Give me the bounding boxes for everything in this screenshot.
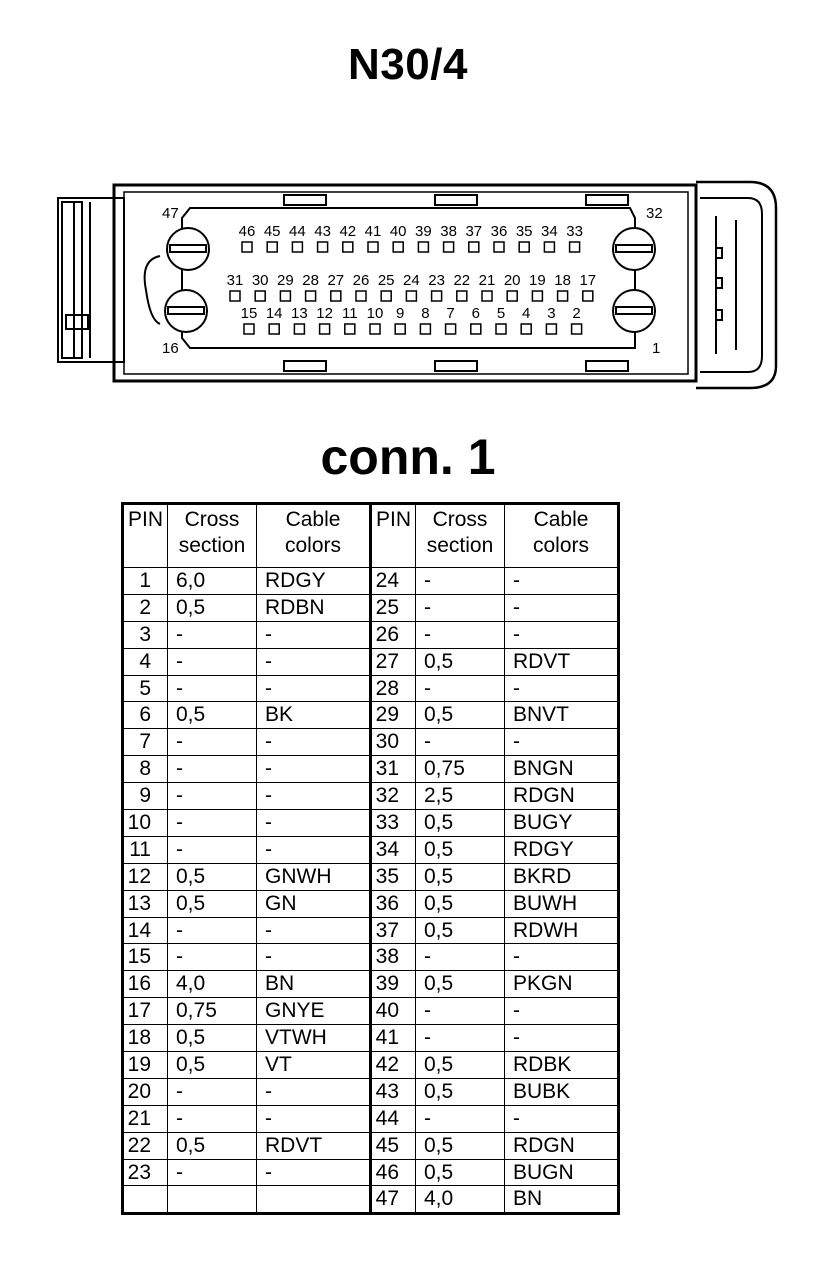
pin-socket [393, 242, 403, 252]
cell-cable-color-right: - [505, 675, 619, 702]
pin-socket [306, 291, 316, 301]
pin-number-label: 25 [377, 272, 395, 289]
cell-cable-color-right: BUBK [505, 1078, 619, 1105]
pin-socket [356, 291, 366, 301]
cell-pin-right: 26 [371, 621, 416, 648]
cell-cable-color-right: PKGN [505, 971, 619, 998]
pin-socket [558, 291, 568, 301]
cell-cable-color-left: - [257, 729, 371, 756]
cell-pin-left: 21 [123, 1105, 168, 1132]
header-cable-line1: Cable [533, 508, 589, 531]
pin-socket [432, 291, 442, 301]
cell-cross-section-left: - [168, 621, 257, 648]
cell-cable-color-left: BK [257, 702, 371, 729]
cell-cable-color-right: BUGN [505, 1159, 619, 1186]
table-row [123, 1105, 619, 1132]
cell-pin-left [123, 1186, 168, 1214]
pin-number-label: 46 [238, 223, 256, 240]
pin-socket [381, 291, 391, 301]
pin-number-label: 18 [554, 272, 571, 289]
cell-pin-right: 47 [371, 1186, 416, 1214]
cell-cross-section-right: - [416, 998, 505, 1025]
cell-cable-color-left: - [257, 810, 371, 837]
cell-cross-section-right: 0,5 [416, 810, 505, 837]
pin-socket [496, 324, 506, 334]
cell-pin-right: 40 [371, 998, 416, 1025]
cell-cross-section-right: 0,5 [416, 1132, 505, 1159]
cell-pin-right: 30 [371, 729, 416, 756]
pin-number-label: 43 [314, 223, 331, 240]
cell-cross-section-left [168, 1186, 257, 1214]
cell-pin-right: 24 [371, 568, 416, 595]
cell-cross-section-left: 0,75 [168, 998, 257, 1025]
table-row [123, 917, 619, 944]
cell-cable-color-left: RDVT [257, 1132, 371, 1159]
pin-socket [242, 242, 252, 252]
cell-cable-color-right: BN [505, 1186, 619, 1214]
page-title: N30/4 [348, 40, 468, 89]
table-row [123, 810, 619, 837]
connector-title: conn. 1 [320, 429, 496, 485]
cell-cross-section-left: 0,5 [168, 594, 257, 621]
table-row [123, 1186, 619, 1214]
cell-cross-section-left: 4,0 [168, 971, 257, 998]
cell-cable-color-left: - [257, 783, 371, 810]
cell-cable-color-left: VTWH [257, 1025, 371, 1052]
table-row [123, 729, 619, 756]
cell-cable-color-left [257, 1186, 371, 1214]
pin-number-label: 7 [446, 305, 455, 322]
pin-number-label: 30 [251, 272, 269, 289]
pin-socket [370, 324, 380, 334]
pin-socket [406, 291, 416, 301]
cell-cross-section-left: - [168, 944, 257, 971]
cell-pin-left: 3 [123, 621, 168, 648]
pin-number-label: 4 [522, 305, 531, 322]
pin-socket [244, 324, 254, 334]
connector-diagram [0, 170, 816, 400]
pin-number-label: 3 [547, 305, 556, 322]
pin-number-label: 38 [440, 223, 457, 240]
cell-cross-section-right: 0,5 [416, 836, 505, 863]
cell-cable-color-left: - [257, 1105, 371, 1132]
table-row [123, 568, 619, 595]
cell-cross-section-right: - [416, 944, 505, 971]
pin-socket [368, 242, 378, 252]
cell-cable-color-left: GNWH [257, 863, 371, 890]
pin-number-label: 33 [566, 223, 583, 240]
cell-pin-right: 31 [371, 756, 416, 783]
cell-cross-section-left: 0,5 [168, 702, 257, 729]
table-row [123, 1132, 619, 1159]
cell-cable-color-right: - [505, 1105, 619, 1132]
cell-cable-color-left: - [257, 836, 371, 863]
pin-number-label: 11 [342, 305, 358, 322]
table-row [123, 890, 619, 917]
cell-cable-color-left: - [257, 756, 371, 783]
cell-pin-left: 11 [123, 836, 168, 863]
table-row [123, 836, 619, 863]
table-row [123, 594, 619, 621]
pin-number-label: 26 [352, 272, 370, 289]
table-row [123, 783, 619, 810]
pin-number-label: 19 [529, 272, 546, 289]
header-pin-left: PIN [123, 504, 168, 568]
cell-cable-color-right: - [505, 944, 619, 971]
cell-cable-color-right: - [505, 729, 619, 756]
cell-cross-section-left: 0,5 [168, 1052, 257, 1079]
cell-cable-color-left: BN [257, 971, 371, 998]
pin-number-label: 35 [515, 223, 533, 240]
cell-pin-left: 5 [123, 675, 168, 702]
pin-number-label: 6 [471, 305, 480, 322]
pin-socket [444, 242, 454, 252]
cell-cross-section-left: - [168, 1105, 257, 1132]
cell-pin-right: 43 [371, 1078, 416, 1105]
corner-label-top-left: 47 [162, 205, 179, 222]
cell-cross-section-left: 0,5 [168, 890, 257, 917]
cell-pin-left: 7 [123, 729, 168, 756]
cell-cable-color-right: BUWH [505, 890, 619, 917]
pin-number-label: 28 [302, 272, 319, 289]
pin-number-label: 12 [316, 305, 333, 322]
header-pin-right: PIN [371, 504, 416, 568]
pin-number-label: 29 [277, 272, 294, 289]
pin-number-label: 20 [503, 272, 521, 289]
pin-socket [583, 291, 593, 301]
cell-cross-section-left: - [168, 675, 257, 702]
pin-number-label: 37 [465, 223, 483, 240]
cell-pin-left: 16 [123, 971, 168, 998]
cell-cross-section-left: - [168, 810, 257, 837]
cell-cross-section-right: 4,0 [416, 1186, 505, 1214]
cell-pin-right: 41 [371, 1025, 416, 1052]
pin-socket [343, 242, 353, 252]
cell-cross-section-right: - [416, 675, 505, 702]
cell-cross-section-right: 0,5 [416, 1078, 505, 1105]
pin-socket [519, 242, 529, 252]
pin-number-label: 44 [289, 223, 306, 240]
pin-number-label: 24 [403, 272, 420, 289]
pin-socket [320, 324, 330, 334]
header-cable-colors-left [257, 504, 371, 568]
pin-socket [318, 242, 328, 252]
cell-cable-color-right: BUGY [505, 810, 619, 837]
cell-pin-right: 44 [371, 1105, 416, 1132]
pin-socket [446, 324, 456, 334]
cell-cable-color-right: - [505, 998, 619, 1025]
cell-cross-section-right: 0,5 [416, 648, 505, 675]
pin-number-label: 10 [366, 305, 384, 322]
pin-number-label: 27 [327, 272, 345, 289]
cell-pin-left: 9 [123, 783, 168, 810]
pin-number-label: 39 [415, 223, 432, 240]
cell-cross-section-left: - [168, 1159, 257, 1186]
pin-socket [457, 291, 467, 301]
pin-number-label: 13 [291, 305, 308, 322]
cell-cross-section-right: 0,5 [416, 863, 505, 890]
cell-cross-section-right: 2,5 [416, 783, 505, 810]
cell-cable-color-left: GN [257, 890, 371, 917]
table-row [123, 971, 619, 998]
table-row [123, 702, 619, 729]
cell-cross-section-left: - [168, 729, 257, 756]
cell-cable-color-right: BNVT [505, 702, 619, 729]
cell-cross-section-left: - [168, 1078, 257, 1105]
pin-socket [532, 291, 542, 301]
cell-cross-section-left: - [168, 756, 257, 783]
cell-pin-left: 2 [123, 594, 168, 621]
cell-pin-right: 42 [371, 1052, 416, 1079]
cell-cross-section-right: - [416, 621, 505, 648]
cell-cross-section-right: 0,5 [416, 917, 505, 944]
cell-cable-color-right: RDGN [505, 783, 619, 810]
pin-socket [418, 242, 428, 252]
cell-pin-left: 23 [123, 1159, 168, 1186]
header-cross-line1: Cross [432, 508, 488, 531]
cell-cross-section-right: 0,5 [416, 971, 505, 998]
cell-cross-section-right: 0,75 [416, 756, 505, 783]
cell-cable-color-left: GNYE [257, 998, 371, 1025]
cell-cable-color-left: - [257, 944, 371, 971]
pin-socket [469, 242, 479, 252]
pin-socket [292, 242, 302, 252]
cell-pin-right: 46 [371, 1159, 416, 1186]
cell-pin-left: 14 [123, 917, 168, 944]
cell-cross-section-left: 6,0 [168, 568, 257, 595]
cell-cable-color-left: VT [257, 1052, 371, 1079]
cell-pin-left: 12 [123, 863, 168, 890]
cell-cable-color-left: - [257, 675, 371, 702]
pin-assignment-table [121, 502, 620, 1215]
cell-cross-section-right: - [416, 568, 505, 595]
pin-socket [230, 291, 240, 301]
cell-cross-section-left: - [168, 836, 257, 863]
cell-cross-section-left: 0,5 [168, 1132, 257, 1159]
cell-cross-section-left: 0,5 [168, 1025, 257, 1052]
cell-pin-right: 27 [371, 648, 416, 675]
pin-number-label: 22 [453, 272, 471, 289]
cell-cable-color-left: - [257, 648, 371, 675]
cell-pin-right: 25 [371, 594, 416, 621]
table-row [123, 863, 619, 890]
table-row [123, 648, 619, 675]
cell-cable-color-left: - [257, 1078, 371, 1105]
table-row [123, 1078, 619, 1105]
cell-cross-section-right: 0,5 [416, 1159, 505, 1186]
cell-pin-right: 45 [371, 1132, 416, 1159]
pin-number-label: 8 [421, 305, 430, 322]
cell-cable-color-left: - [257, 621, 371, 648]
cell-cable-color-left: - [257, 917, 371, 944]
cell-pin-left: 10 [123, 810, 168, 837]
cell-cross-section-left: 0,5 [168, 863, 257, 890]
cell-pin-left: 18 [123, 1025, 168, 1052]
corner-label-top-right: 32 [646, 205, 663, 222]
cell-pin-right: 29 [371, 702, 416, 729]
table-row [123, 1025, 619, 1052]
cell-cable-color-right: - [505, 1025, 619, 1052]
header-cross-section-right [416, 504, 505, 568]
table-row [123, 1052, 619, 1079]
pin-number-label: 40 [389, 223, 407, 240]
cell-pin-left: 13 [123, 890, 168, 917]
pin-number-label: 5 [496, 305, 506, 322]
pin-number-label: 2 [572, 305, 581, 322]
cell-cross-section-right: 0,5 [416, 1052, 505, 1079]
pin-socket [482, 291, 492, 301]
cell-pin-right: 36 [371, 890, 416, 917]
cell-cable-color-left: RDGY [257, 568, 371, 595]
header-cable-line2: colors [532, 534, 590, 557]
cell-cross-section-right: - [416, 1105, 505, 1132]
pin-number-label: 15 [240, 305, 258, 322]
pin-socket [471, 324, 481, 334]
cell-pin-left: 15 [123, 944, 168, 971]
pin-number-label: 14 [265, 305, 283, 322]
pin-socket [345, 324, 355, 334]
cell-pin-left: 20 [123, 1078, 168, 1105]
pin-socket [269, 324, 279, 334]
cell-pin-right: 38 [371, 944, 416, 971]
cell-pin-left: 1 [123, 568, 168, 595]
pin-socket [255, 291, 265, 301]
cell-pin-left: 22 [123, 1132, 168, 1159]
pin-socket [395, 324, 405, 334]
header-cross-line2: section [426, 534, 494, 557]
cell-cable-color-right: RDGY [505, 836, 619, 863]
cell-cable-color-right: RDVT [505, 648, 619, 675]
table-row [123, 756, 619, 783]
table-row [123, 944, 619, 971]
cell-cross-section-left: - [168, 783, 257, 810]
pin-socket [572, 324, 582, 334]
pin-socket [546, 324, 556, 334]
pin-number-label: 41 [364, 223, 382, 240]
cell-pin-right: 39 [371, 971, 416, 998]
cell-cable-color-right: BNGN [505, 756, 619, 783]
header-cross-line1: Cross [184, 508, 240, 531]
table-row [123, 675, 619, 702]
header-cross-section-left [168, 504, 257, 568]
cell-pin-right: 37 [371, 917, 416, 944]
pin-number-label: 34 [541, 223, 558, 240]
pin-number-label: 17 [579, 272, 597, 289]
cell-cross-section-left: - [168, 648, 257, 675]
cell-pin-left: 17 [123, 998, 168, 1025]
pin-socket [570, 242, 580, 252]
corner-label-bottom-right: 1 [652, 340, 661, 357]
pin-number-label: 42 [339, 223, 357, 240]
pin-number-label: 23 [428, 272, 445, 289]
cell-pin-left: 8 [123, 756, 168, 783]
cell-cable-color-right: - [505, 594, 619, 621]
cell-cable-color-left: - [257, 1159, 371, 1186]
cell-pin-left: 6 [123, 702, 168, 729]
pin-number-label: 9 [396, 305, 405, 322]
cell-pin-right: 28 [371, 675, 416, 702]
cell-cable-color-right: RDWH [505, 917, 619, 944]
cell-cross-section-right: 0,5 [416, 702, 505, 729]
cell-cable-color-right: - [505, 621, 619, 648]
pin-number-label: 36 [490, 223, 508, 240]
cell-cross-section-right: 0,5 [416, 890, 505, 917]
cell-cable-color-left: RDBN [257, 594, 371, 621]
pin-socket [494, 242, 504, 252]
cell-cross-section-right: - [416, 729, 505, 756]
pin-socket [507, 291, 517, 301]
cell-pin-right: 35 [371, 863, 416, 890]
table-row [123, 621, 619, 648]
pin-socket [280, 291, 290, 301]
pin-number-label: 21 [478, 272, 496, 289]
header-cross-line2: section [178, 534, 246, 557]
cell-cross-section-left: - [168, 917, 257, 944]
cell-cross-section-right: - [416, 1025, 505, 1052]
pin-socket [521, 324, 531, 334]
pin-socket [544, 242, 554, 252]
pin-number-label: 31 [226, 272, 244, 289]
header-cable-colors-right [505, 504, 619, 568]
pin-socket [331, 291, 341, 301]
cell-pin-left: 19 [123, 1052, 168, 1079]
cell-cable-color-right: RDBK [505, 1052, 619, 1079]
table-header-row [123, 504, 619, 568]
pin-socket [420, 324, 430, 334]
cell-cable-color-right: BKRD [505, 863, 619, 890]
cell-pin-right: 34 [371, 836, 416, 863]
cell-pin-right: 33 [371, 810, 416, 837]
cell-cross-section-right: - [416, 594, 505, 621]
pin-socket [267, 242, 277, 252]
pin-socket [294, 324, 304, 334]
pin-number-label: 45 [263, 223, 281, 240]
table-row [123, 1159, 619, 1186]
cell-pin-right: 32 [371, 783, 416, 810]
cell-cable-color-right: RDGN [505, 1132, 619, 1159]
corner-label-bottom-left: 16 [162, 340, 179, 357]
header-cable-line1: Cable [285, 508, 341, 531]
cell-pin-left: 4 [123, 648, 168, 675]
table-row [123, 998, 619, 1025]
header-cable-line2: colors [284, 534, 342, 557]
cell-cable-color-right: - [505, 568, 619, 595]
